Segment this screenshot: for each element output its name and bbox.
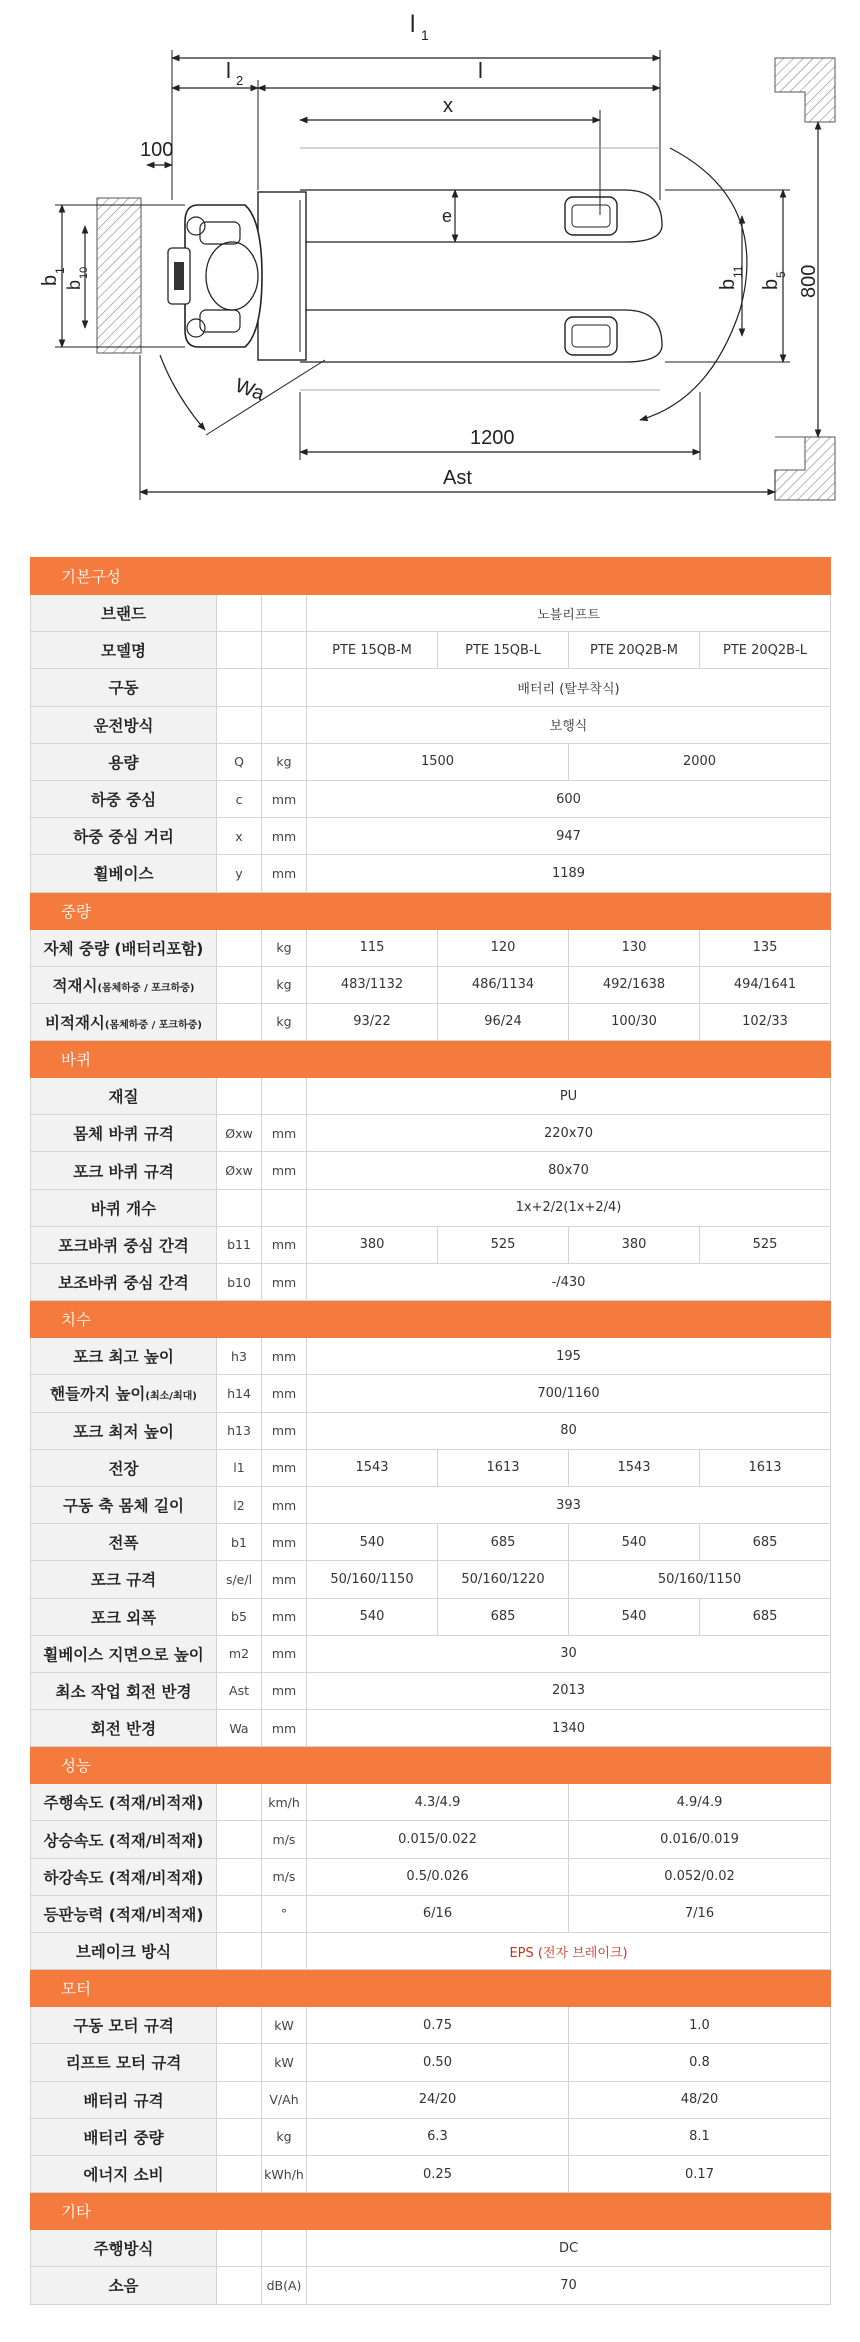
row-unit: m/s [262, 1821, 307, 1858]
row-value: 보행식 [307, 706, 831, 743]
row-unit: mm [262, 1264, 307, 1301]
row-unit: mm [262, 1561, 307, 1598]
row-fork-wheel-center [31, 1226, 831, 1263]
row-symbol: m2 [217, 1635, 262, 1672]
row-aux-wheel-center [31, 1264, 831, 1301]
row-value: 540 [569, 1524, 700, 1561]
row-label: 브랜드 [31, 595, 217, 632]
row-value: PTE 20Q2B-M [569, 632, 700, 669]
row-value: 6/16 [307, 1895, 569, 1932]
section-title: 바퀴 [31, 1041, 831, 1078]
label-e: e [442, 206, 453, 226]
row-unit: kW [262, 2007, 307, 2044]
row-symbol: y [217, 855, 262, 892]
row-value: 0.016/0.019 [569, 1821, 831, 1858]
label-1200: 1200 [470, 427, 515, 449]
label-b5: b [760, 278, 782, 290]
row-label: 휠베이스 [31, 855, 217, 892]
row-unit: mm [262, 1226, 307, 1263]
row-label: 몸체 바퀴 규격 [31, 1115, 217, 1152]
row-symbol: Øxw [217, 1115, 262, 1152]
section-title: 치수 [31, 1301, 831, 1338]
row-value: PU [307, 1078, 831, 1115]
row-unit: mm [262, 1486, 307, 1523]
label-l1: l [410, 11, 416, 38]
row-brake [31, 1933, 831, 1970]
row-battery [31, 2081, 831, 2118]
row-value: 48/20 [569, 2081, 831, 2118]
row-unit: mm [262, 1375, 307, 1412]
row-label-small: (몸체하중 / 포크하중) [104, 1019, 202, 1031]
row-value: 0.25 [307, 2155, 569, 2192]
row-value: EPS (전자 브레이크) [307, 1933, 831, 1970]
row-value: 93/22 [307, 1003, 438, 1040]
row-drive-body-length [31, 1486, 831, 1523]
row-value: DC [307, 2230, 831, 2267]
row-label: 포크 외폭 [31, 1598, 217, 1635]
section-title: 모터 [31, 1970, 831, 2007]
row-fork-wheel [31, 1152, 831, 1189]
row-wheelbase [31, 855, 831, 892]
row-lower-speed [31, 1858, 831, 1895]
row-symbol: b1 [217, 1524, 262, 1561]
row-unit: kg [262, 966, 307, 1003]
row-label: 최소 작업 회전 반경 [31, 1672, 217, 1709]
row-symbol: c [217, 780, 262, 817]
row-value: 1340 [307, 1710, 831, 1747]
wall-right-top [775, 58, 835, 122]
row-length [31, 1449, 831, 1486]
row-label: 배터리 규격 [31, 2081, 217, 2118]
row-lift-motor [31, 2044, 831, 2081]
row-unit: m/s [262, 1858, 307, 1895]
section-weight [31, 892, 831, 929]
row-value: 525 [700, 1226, 831, 1263]
row-model [31, 632, 831, 669]
row-label: 포크 최저 높이 [31, 1412, 217, 1449]
row-label: 구동 모터 규격 [31, 2007, 217, 2044]
row-fork-min-height [31, 1412, 831, 1449]
row-label: 하강속도 (적재/비적재) [31, 1858, 217, 1895]
row-unit: V/Ah [262, 2081, 307, 2118]
label-b10: b [64, 279, 84, 290]
row-label: 포크 바퀴 규격 [31, 1152, 217, 1189]
row-value: 1543 [569, 1449, 700, 1486]
row-value: 525 [438, 1226, 569, 1263]
row-label: 구동 [31, 669, 217, 706]
row-label: 적재시 [52, 976, 98, 995]
row-value: 4.3/4.9 [307, 1784, 569, 1821]
row-unit: mm [262, 1115, 307, 1152]
section-wheel [31, 1041, 831, 1078]
row-handle-height [31, 1375, 831, 1412]
dim-ast [140, 355, 775, 500]
row-label: 주행속도 (적재/비적재) [31, 1784, 217, 1821]
row-self-weight [31, 929, 831, 966]
row-symbol: h14 [217, 1375, 262, 1412]
row-label: 휠베이스 지면으로 높이 [31, 1635, 217, 1672]
dim-b5 [665, 190, 790, 362]
row-unit: mm [262, 1412, 307, 1449]
row-value: 492/1638 [569, 966, 700, 1003]
row-value: 1613 [438, 1449, 569, 1486]
row-load-center [31, 780, 831, 817]
dim-l2-l [172, 58, 660, 190]
row-value: 7/16 [569, 1895, 831, 1932]
row-unit: mm [262, 780, 307, 817]
row-label: 하중 중심 [31, 780, 217, 817]
row-value: -/430 [307, 1264, 831, 1301]
row-symbol: h13 [217, 1412, 262, 1449]
row-value: 1500 [307, 743, 569, 780]
row-symbol: Q [217, 743, 262, 780]
row-symbol: Wa [217, 1710, 262, 1747]
row-value: 0.052/0.02 [569, 1858, 831, 1895]
row-label: 배터리 중량 [31, 2118, 217, 2155]
row-value: 2013 [307, 1672, 831, 1709]
row-value: 1.0 [569, 2007, 831, 2044]
row-label: 소음 [31, 2267, 217, 2304]
row-label: 브레이크 방식 [31, 1933, 217, 1970]
row-value: 1189 [307, 855, 831, 892]
row-label: 보조바퀴 중심 간격 [31, 1264, 217, 1301]
label-b1: b [39, 274, 61, 286]
row-value: 700/1160 [307, 1375, 831, 1412]
row-symbol: x [217, 818, 262, 855]
row-unit: kg [262, 1003, 307, 1040]
row-value: 540 [569, 1598, 700, 1635]
row-battery-weight [31, 2118, 831, 2155]
row-label: 회전 반경 [31, 1710, 217, 1747]
label-b11-sub: 11 [731, 265, 745, 278]
row-value: 380 [307, 1226, 438, 1263]
row-material [31, 1078, 831, 1115]
dim-b11 [717, 216, 745, 336]
row-value: 2000 [569, 743, 831, 780]
label-l2-sub: 2 [236, 73, 244, 88]
row-value: 0.015/0.022 [307, 1821, 569, 1858]
wall-right-bottom [775, 437, 835, 500]
label-x: x [443, 95, 453, 117]
row-label: 포크바퀴 중심 간격 [31, 1226, 217, 1263]
spec-table [30, 557, 831, 2305]
row-value: 50/160/1150 [307, 1561, 438, 1598]
row-label: 용량 [31, 743, 217, 780]
row-unit: mm [262, 1672, 307, 1709]
row-value: 195 [307, 1338, 831, 1375]
label-wa: Wa [232, 374, 268, 406]
row-unit: kWh/h [262, 2155, 307, 2192]
row-value: 24/20 [307, 2081, 569, 2118]
row-unit: mm [262, 1152, 307, 1189]
row-fork-max-height [31, 1338, 831, 1375]
row-noise [31, 2267, 831, 2304]
row-fork-outer [31, 1598, 831, 1635]
label-800: 800 [798, 264, 820, 298]
row-symbol: Øxw [217, 1152, 262, 1189]
row-laden [31, 966, 831, 1003]
section-dimension [31, 1301, 831, 1338]
dimension-diagram [0, 0, 860, 540]
row-value: 0.75 [307, 2007, 569, 2044]
row-value: 노블리프트 [307, 595, 831, 632]
row-label: 에너지 소비 [31, 2155, 217, 2192]
label-l2: l [226, 58, 231, 83]
dim-l1 [172, 11, 660, 200]
row-label: 바퀴 개수 [31, 1189, 217, 1226]
row-unit: mm [262, 818, 307, 855]
row-value: 600 [307, 780, 831, 817]
row-label-small: (최소/최대) [145, 1391, 197, 1403]
row-value: 1x+2/2(1x+2/4) [307, 1189, 831, 1226]
row-value: 947 [307, 818, 831, 855]
truck-body [168, 192, 306, 360]
row-symbol: h3 [217, 1338, 262, 1375]
row-unit: kg [262, 929, 307, 966]
wall-left [97, 198, 141, 353]
row-value: 1543 [307, 1449, 438, 1486]
forks [300, 148, 662, 390]
row-value: 50/160/1150 [569, 1561, 831, 1598]
row-unit: ° [262, 1895, 307, 1932]
row-unladen [31, 1003, 831, 1040]
label-100: 100 [140, 139, 174, 161]
row-value: 4.9/4.9 [569, 1784, 831, 1821]
row-value: 130 [569, 929, 700, 966]
row-load-distance [31, 818, 831, 855]
row-drive [31, 669, 831, 706]
row-value: 70 [307, 2267, 831, 2304]
label-l: l [478, 58, 483, 83]
row-unit: mm [262, 1338, 307, 1375]
row-unit: mm [262, 1710, 307, 1747]
row-value: 220x70 [307, 1115, 831, 1152]
row-fork-spec [31, 1561, 831, 1598]
row-label: 등판능력 (적재/비적재) [31, 1895, 217, 1932]
row-symbol: Ast [217, 1672, 262, 1709]
row-value: 685 [438, 1598, 569, 1635]
section-motor [31, 1970, 831, 2007]
row-travel-speed [31, 1784, 831, 1821]
row-value: 380 [569, 1226, 700, 1263]
section-basic [31, 558, 831, 595]
row-value: 120 [438, 929, 569, 966]
row-unit: mm [262, 1598, 307, 1635]
row-value: 685 [700, 1598, 831, 1635]
row-value: 483/1132 [307, 966, 438, 1003]
row-symbol: b11 [217, 1226, 262, 1263]
row-value: 1613 [700, 1449, 831, 1486]
section-etc [31, 2193, 831, 2230]
row-symbol: l1 [217, 1449, 262, 1486]
row-label: 전폭 [31, 1524, 217, 1561]
label-b5-sub: 5 [774, 271, 788, 278]
row-value: 685 [700, 1524, 831, 1561]
label-ast: Ast [443, 467, 472, 489]
row-label: 핸들까지 높이 [50, 1385, 146, 1404]
row-value: 494/1641 [700, 966, 831, 1003]
row-unit: mm [262, 855, 307, 892]
row-value: PTE 15QB-L [438, 632, 569, 669]
dim-x [300, 95, 600, 215]
row-unit: kW [262, 2044, 307, 2081]
row-label-small: (몸체하중 / 포크하중) [97, 982, 195, 994]
dim-100 [140, 139, 173, 165]
row-label: 리프트 모터 규격 [31, 2044, 217, 2081]
row-symbol: b5 [217, 1598, 262, 1635]
row-label: 포크 최고 높이 [31, 1338, 217, 1375]
label-l1-sub: 1 [421, 27, 429, 43]
row-body-wheel [31, 1115, 831, 1152]
row-unit: kg [262, 2118, 307, 2155]
row-drive-motor [31, 2007, 831, 2044]
row-label: 포크 규격 [31, 1561, 217, 1598]
row-value: 30 [307, 1635, 831, 1672]
label-b1-sub: 1 [53, 267, 67, 274]
row-turn-radius [31, 1710, 831, 1747]
row-value: 0.5/0.026 [307, 1858, 569, 1895]
row-label: 전장 [31, 1449, 217, 1486]
row-width [31, 1524, 831, 1561]
row-label: 하중 중심 거리 [31, 818, 217, 855]
row-capacity [31, 743, 831, 780]
row-value: 115 [307, 929, 438, 966]
row-label: 재질 [31, 1078, 217, 1115]
row-label: 상승속도 (적재/비적재) [31, 1821, 217, 1858]
row-label: 비적재시 [45, 1013, 105, 1032]
row-value: PTE 20Q2B-L [700, 632, 831, 669]
row-unit: mm [262, 1635, 307, 1672]
row-value: PTE 15QB-M [307, 632, 438, 669]
row-unit: kg [262, 743, 307, 780]
row-value: 100/30 [569, 1003, 700, 1040]
row-symbol: s/e/l [217, 1561, 262, 1598]
row-value: 80x70 [307, 1152, 831, 1189]
row-value: 배터리 (탈부착식) [307, 669, 831, 706]
row-value: 540 [307, 1598, 438, 1635]
row-travel-mode [31, 2230, 831, 2267]
row-value: 80 [307, 1412, 831, 1449]
row-energy [31, 2155, 831, 2192]
section-performance [31, 1747, 831, 1784]
row-label: 구동 축 몸체 길이 [31, 1486, 217, 1523]
label-b11: b [717, 278, 739, 290]
row-lift-speed [31, 1821, 831, 1858]
section-title: 기본구성 [31, 558, 831, 595]
row-value: 0.8 [569, 2044, 831, 2081]
row-value: 135 [700, 929, 831, 966]
row-value: 6.3 [307, 2118, 569, 2155]
row-unit: km/h [262, 1784, 307, 1821]
row-value: 0.50 [307, 2044, 569, 2081]
row-gradeability [31, 1895, 831, 1932]
row-label: 모델명 [31, 632, 217, 669]
row-value: 102/33 [700, 1003, 831, 1040]
row-unit: mm [262, 1524, 307, 1561]
row-min-turn [31, 1672, 831, 1709]
row-brand [31, 595, 831, 632]
row-wheel-count [31, 1189, 831, 1226]
row-ground-clearance [31, 1635, 831, 1672]
row-value: 393 [307, 1486, 831, 1523]
row-value: 685 [438, 1524, 569, 1561]
section-title: 성능 [31, 1747, 831, 1784]
row-value: 0.17 [569, 2155, 831, 2192]
row-unit: mm [262, 1449, 307, 1486]
row-label: 운전방식 [31, 706, 217, 743]
row-symbol: l2 [217, 1486, 262, 1523]
section-title: 기타 [31, 2193, 831, 2230]
row-value: 96/24 [438, 1003, 569, 1040]
row-unit: dB(A) [262, 2267, 307, 2304]
row-value: 8.1 [569, 2118, 831, 2155]
dim-1200 [300, 392, 700, 460]
row-operation [31, 706, 831, 743]
row-value: 540 [307, 1524, 438, 1561]
label-b10-sub: 10 [78, 266, 90, 279]
row-label: 자체 중량 (배터리포함) [31, 929, 217, 966]
section-title: 중량 [31, 892, 831, 929]
row-symbol: b10 [217, 1264, 262, 1301]
dim-800 [798, 122, 820, 437]
row-value: 50/160/1220 [438, 1561, 569, 1598]
row-label: 주행방식 [31, 2230, 217, 2267]
row-value: 486/1134 [438, 966, 569, 1003]
dim-e [442, 190, 455, 242]
